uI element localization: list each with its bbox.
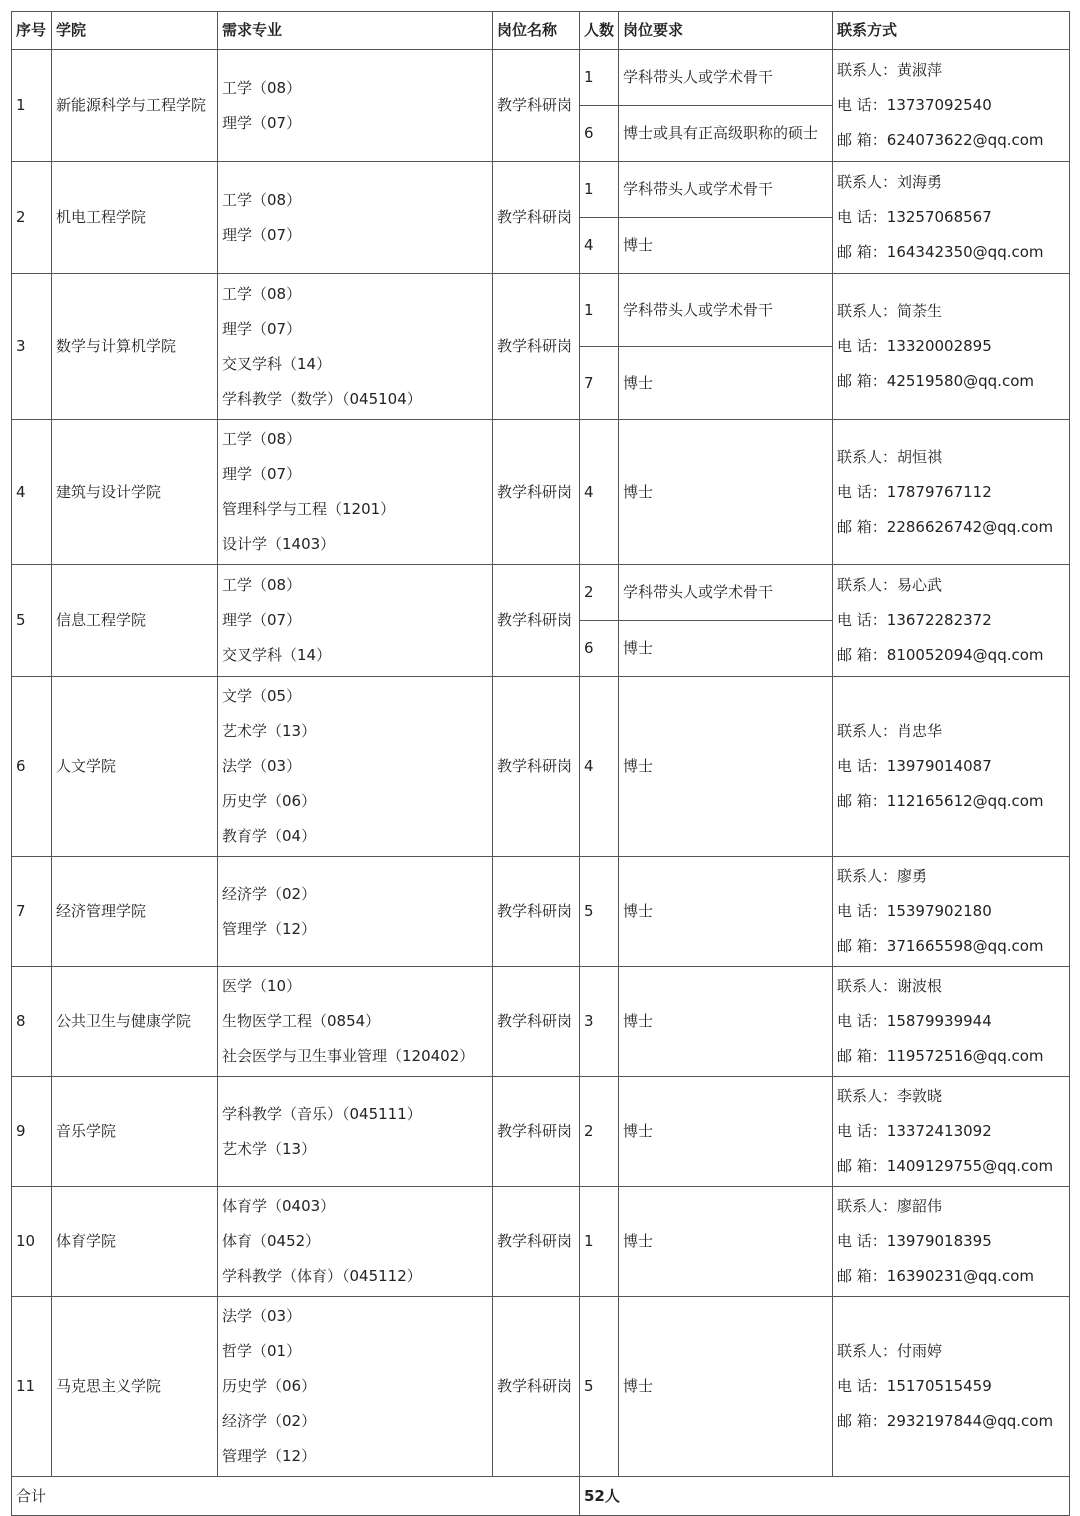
major-item: 经济学（02）: [222, 884, 317, 903]
table-row: [12, 565, 1070, 677]
count-value: 1: [580, 1187, 619, 1297]
college-name: 信息工程学院: [52, 565, 218, 677]
position-name: 教学科研岗: [493, 50, 580, 162]
count-value: 6: [584, 639, 594, 657]
requirement-value: 博士: [619, 677, 833, 857]
position-name: 教学科研岗: [493, 1187, 580, 1297]
requirement-value: 博士: [619, 967, 833, 1077]
row-number: 1: [12, 50, 52, 162]
contact-line: 联系人：付雨婷: [837, 1342, 943, 1360]
row-number: 7: [12, 857, 52, 967]
position-name: 教学科研岗: [493, 420, 580, 565]
major-item: 历史学（06）: [222, 1377, 317, 1395]
requirement-value: 学科带头人或学术骨干: [623, 180, 774, 198]
major-item: 管理学（12）: [222, 919, 317, 938]
contact-line: 邮 箱：1409129755@qq.com: [837, 1157, 1054, 1175]
requirement-cell: [619, 565, 833, 677]
contact-cell: [833, 1077, 1070, 1187]
major-item: 理学（07）: [222, 611, 302, 629]
contact-cell: [833, 1297, 1070, 1477]
majors-cell: [218, 1297, 493, 1477]
count-cell: [580, 565, 619, 677]
contact-line: 邮 箱：119572516@qq.com: [837, 1047, 1044, 1065]
row-number: 11: [12, 1297, 52, 1477]
contact-cell: [833, 50, 1070, 162]
position-name: 教学科研岗: [493, 677, 580, 857]
major-item: 医学（10）: [222, 977, 302, 995]
header-college: 学院: [52, 12, 218, 50]
major-item: 工学（08）: [222, 284, 302, 303]
major-item: 理学（07）: [222, 319, 302, 338]
major-item: 工学（08）: [222, 78, 302, 97]
majors-cell: [218, 677, 493, 857]
contact-cell: [833, 967, 1070, 1077]
contact-cell: [833, 162, 1070, 274]
contact-line: 邮 箱：2932197844@qq.com: [837, 1412, 1054, 1430]
contact-line: 联系人：李敦晓: [837, 1087, 943, 1105]
contact-line: 电 话：13672282372: [837, 611, 992, 629]
count-value: 1: [584, 180, 594, 198]
contact-line: 邮 箱：42519580@qq.com: [837, 372, 1034, 390]
majors-cell: [218, 967, 493, 1077]
major-item: 理学（07）: [222, 113, 302, 132]
major-item: 法学（03）: [222, 757, 302, 775]
contact-line: 电 话：13737092540: [837, 96, 992, 114]
row-number: 4: [12, 420, 52, 565]
count-value: 7: [584, 373, 594, 392]
count-value: 1: [584, 68, 594, 86]
college-name: 经济管理学院: [52, 857, 218, 967]
major-item: 经济学（02）: [222, 1412, 317, 1430]
majors-cell: [218, 857, 493, 967]
college-name: 人文学院: [52, 677, 218, 857]
count-value: 2: [580, 1077, 619, 1187]
position-name: 教学科研岗: [493, 565, 580, 677]
college-name: 马克思主义学院: [52, 1297, 218, 1477]
major-item: 交叉学科（14）: [222, 646, 332, 664]
majors-cell: [218, 50, 493, 162]
header-position: 岗位名称: [493, 12, 580, 50]
contact-line: 电 话：13979014087: [837, 757, 992, 775]
contact-line: 电 话：17879767112: [837, 482, 992, 501]
major-item: 理学（07）: [222, 225, 302, 244]
contact-line: 电 话：13320002895: [837, 337, 992, 355]
row-number: 5: [12, 565, 52, 677]
contact-line: 邮 箱：164342350@qq.com: [837, 243, 1044, 261]
major-item: 管理学（12）: [222, 1447, 317, 1465]
position-name: 教学科研岗: [493, 274, 580, 420]
majors-cell: [218, 162, 493, 274]
requirement-value: 博士: [623, 373, 654, 392]
majors-cell: [218, 1187, 493, 1297]
count-value: 4: [580, 677, 619, 857]
table-row: [12, 1187, 1070, 1297]
row-number: 2: [12, 162, 52, 274]
contact-line: 电 话：15170515459: [837, 1377, 992, 1395]
contact-line: 联系人：肖忠华: [837, 722, 943, 740]
contact-line: 电 话：15879939944: [837, 1012, 992, 1030]
requirement-value: 博士或具有正高级职称的硕士: [623, 124, 819, 142]
table-row: [12, 677, 1070, 857]
contact-cell: [833, 857, 1070, 967]
major-item: 教育学（04）: [222, 827, 317, 845]
total-label: 合计: [12, 1477, 580, 1516]
major-item: 哲学（01）: [222, 1342, 302, 1360]
contact-line: 联系人：谢波根: [837, 977, 943, 995]
college-name: 公共卫生与健康学院: [52, 967, 218, 1077]
major-item: 历史学（06）: [222, 792, 317, 810]
college-name: 数学与计算机学院: [52, 274, 218, 420]
requirement-value: 博士: [623, 236, 654, 254]
major-item: 学科教学（体育）（045112）: [222, 1267, 422, 1285]
table-row: [12, 1297, 1070, 1477]
count-value: 1: [584, 300, 594, 319]
row-number: 9: [12, 1077, 52, 1187]
count-cell: [580, 162, 619, 274]
header-requirement: 岗位要求: [619, 12, 833, 50]
majors-cell: [218, 1077, 493, 1187]
requirement-value: 博士: [619, 1187, 833, 1297]
position-name: 教学科研岗: [493, 857, 580, 967]
college-name: 建筑与设计学院: [52, 420, 218, 565]
contact-line: 电 话：13979018395: [837, 1232, 992, 1250]
major-item: 生物医学工程（0854）: [222, 1012, 381, 1030]
contact-line: 邮 箱：810052094@qq.com: [837, 646, 1044, 664]
major-item: 管理科学与工程（1201）: [222, 500, 396, 518]
table-row: [12, 420, 1070, 565]
requirement-value: 博士: [619, 420, 833, 565]
header-majors: 需求专业: [218, 12, 493, 50]
header-count: 人数: [580, 12, 619, 50]
count-value: 2: [584, 583, 594, 601]
position-name: 教学科研岗: [493, 967, 580, 1077]
major-item: 工学（08）: [222, 430, 302, 448]
requirement-cell: [619, 274, 833, 420]
contact-line: 邮 箱：112165612@qq.com: [837, 792, 1044, 810]
requirement-value: 博士: [619, 1077, 833, 1187]
major-item: 设计学（1403）: [222, 535, 336, 553]
count-cell: [580, 50, 619, 162]
college-name: 体育学院: [52, 1187, 218, 1297]
count-value: 6: [584, 124, 594, 142]
contact-line: 联系人：易心武: [837, 576, 943, 594]
table-row: [12, 274, 1070, 420]
college-name: 机电工程学院: [52, 162, 218, 274]
contact-line: 联系人：廖勇: [837, 867, 928, 885]
requirement-value: 博士: [623, 639, 654, 657]
position-name: 教学科研岗: [493, 1077, 580, 1187]
contact-line: 联系人：胡恒祺: [837, 447, 943, 466]
majors-cell: [218, 565, 493, 677]
total-row: [12, 1477, 1070, 1516]
contact-line: 电 话：15397902180: [837, 902, 992, 920]
contact-line: 邮 箱：624073622@qq.com: [837, 131, 1044, 149]
requirement-cell: [619, 50, 833, 162]
contact-cell: [833, 1187, 1070, 1297]
major-item: 交叉学科（14）: [222, 354, 332, 373]
college-name: 音乐学院: [52, 1077, 218, 1187]
requirement-value: 博士: [619, 857, 833, 967]
contact-line: 联系人：廖韶伟: [837, 1197, 943, 1215]
contact-line: 邮 箱：16390231@qq.com: [837, 1267, 1034, 1285]
count-value: 4: [580, 420, 619, 565]
major-item: 法学（03）: [222, 1307, 302, 1325]
contact-line: 电 话：13257068567: [837, 208, 992, 226]
major-item: 体育学（0403）: [222, 1197, 336, 1215]
contact-line: 联系人：简荼生: [837, 302, 943, 320]
requirement-value: 学科带头人或学术骨干: [623, 68, 774, 86]
major-item: 艺术学（13）: [222, 1139, 317, 1158]
major-item: 学科教学（数学）（045104）: [222, 389, 422, 408]
contact-line: 邮 箱：2286626742@qq.com: [837, 517, 1054, 536]
row-number: 10: [12, 1187, 52, 1297]
majors-cell: [218, 274, 493, 420]
major-item: 学科教学（音乐）（045111）: [222, 1104, 422, 1123]
table-row: [12, 162, 1070, 274]
row-number: 6: [12, 677, 52, 857]
count-value: 3: [580, 967, 619, 1077]
contact-line: 电 话：13372413092: [837, 1122, 992, 1140]
header-no: 序号: [12, 12, 52, 50]
count-value: 4: [584, 236, 594, 254]
count-value: 5: [580, 857, 619, 967]
table-row: [12, 1077, 1070, 1187]
total-value: 52人: [580, 1477, 1070, 1516]
major-item: 工学（08）: [222, 190, 302, 209]
contact-line: 联系人：黄淑萍: [837, 61, 943, 79]
contact-cell: [833, 677, 1070, 857]
major-item: 文学（05）: [222, 687, 302, 705]
count-value: 5: [580, 1297, 619, 1477]
contact-cell: [833, 565, 1070, 677]
contact-line: 邮 箱：371665598@qq.com: [837, 937, 1044, 955]
row-number: 8: [12, 967, 52, 1077]
contact-line: 联系人：刘海勇: [837, 173, 943, 191]
table-row: [12, 50, 1070, 162]
contact-cell: [833, 274, 1070, 420]
major-item: 工学（08）: [222, 576, 302, 594]
requirement-value: 博士: [619, 1297, 833, 1477]
position-name: 教学科研岗: [493, 162, 580, 274]
major-item: 艺术学（13）: [222, 722, 317, 740]
contact-cell: [833, 420, 1070, 565]
requirement-value: 学科带头人或学术骨干: [623, 583, 774, 601]
recruitment-table: [11, 11, 1070, 1516]
majors-cell: [218, 420, 493, 565]
header-contact: 联系方式: [833, 12, 1070, 50]
requirement-cell: [619, 162, 833, 274]
requirement-value: 学科带头人或学术骨干: [623, 300, 774, 319]
major-item: 理学（07）: [222, 465, 302, 483]
major-item: 体育（0452）: [222, 1232, 321, 1250]
major-item: 社会医学与卫生事业管理（120402）: [222, 1047, 475, 1065]
position-name: 教学科研岗: [493, 1297, 580, 1477]
row-number: 3: [12, 274, 52, 420]
table-row: [12, 967, 1070, 1077]
count-cell: [580, 274, 619, 420]
table-header-row: [12, 12, 1070, 50]
table-row: [12, 857, 1070, 967]
college-name: 新能源科学与工程学院: [52, 50, 218, 162]
